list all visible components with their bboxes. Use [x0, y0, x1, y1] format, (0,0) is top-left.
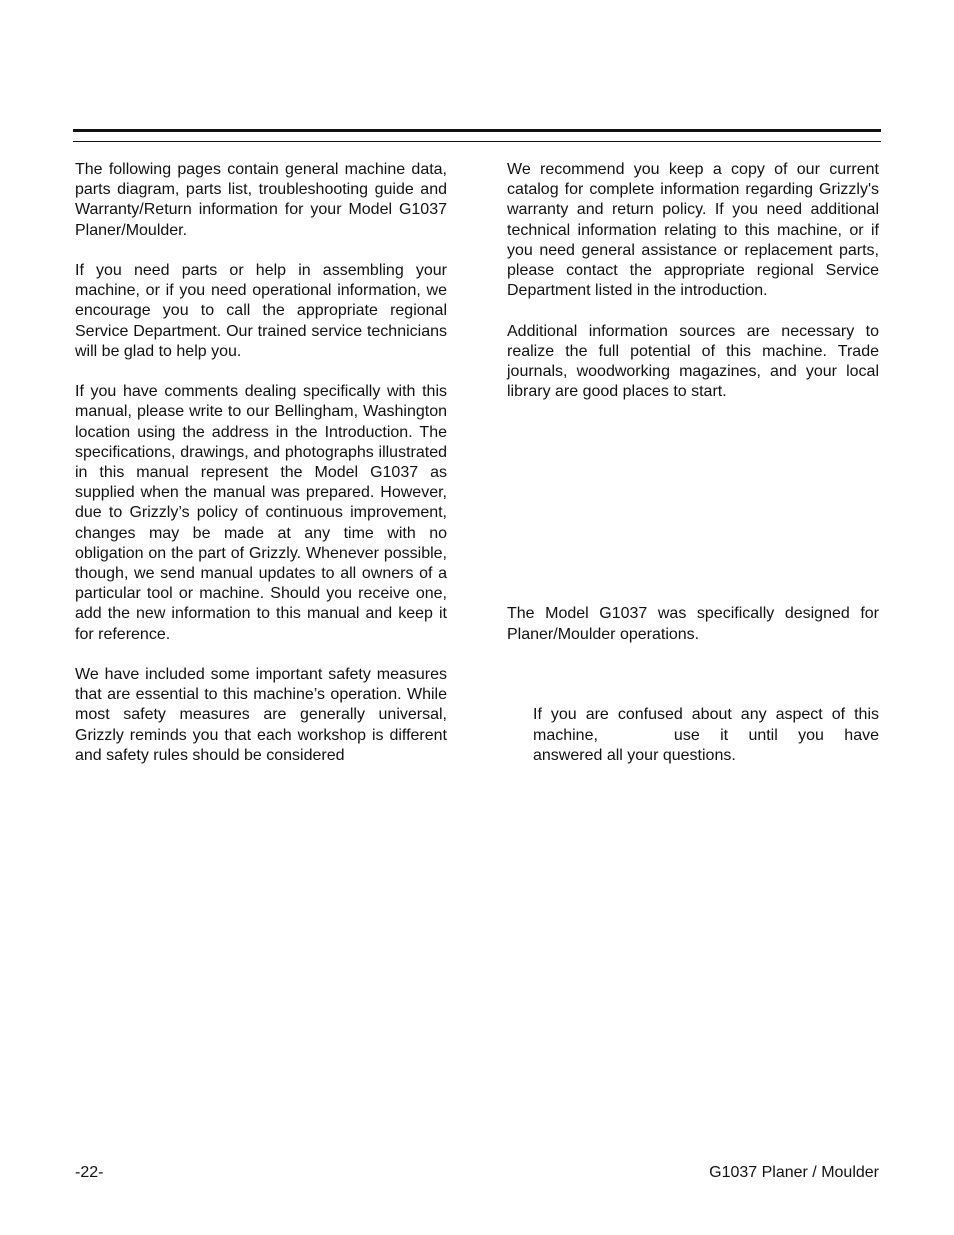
header-rule-thick [73, 129, 881, 132]
paragraph-manual-comments: If you have comments dealing specifically with this manual, please write to our Bellingham, Washington location using the address in the Introduction. The specifications, drawings, and photographs illustrated in this manual represent the Model G1037 as supplied when the manual was prepared. However, due to Grizzly’s policy of continuous improvement, changes may be made at any time with no obligation on the part of Grizzly. Whenever possible, though, we send manual updates to all owners of a particular tool or machine. Should you receive one, add the new information to this manual and keep it for reference. [75, 383, 447, 643]
header-rule-thin [73, 141, 881, 142]
left-column [75, 160, 447, 766]
paragraph-parts-help: If you need parts or help in assembling your machine, or if you need operational information, we encourage you to call the appropriate regional Service Department. Our trained service technicians will be glad to help you. [75, 262, 447, 360]
footer-manual-title: G1037 Planer / Moulder [709, 1164, 879, 1181]
paragraph-intro: The following pages contain general machine data, parts diagram, parts list, troubleshooting guide and Warranty/Return information for your Model G1037 Planer/Moulder. [75, 161, 447, 239]
confused-text-start: If you are confused about any aspect of this machine, [533, 706, 879, 744]
right-column [507, 160, 879, 766]
paragraph-designed-for: The Model G1037 was specifically designed for Planer/Moulder operations. [507, 605, 879, 643]
paragraph-confused [507, 705, 879, 766]
page-number: -22- [75, 1164, 104, 1181]
paragraph-info-sources: Additional information sources are necessary to realize the full potential of this machine. Trade journals, woodworking magazines, and your local library are good places to start. [507, 322, 879, 401]
paragraph-catalog: We recommend you keep a copy of our current catalog for complete information regarding Grizzly's warranty and return policy. If you need additional technical information relating to this machine, or if you need general assistance or replacement parts, please contact the appropriate regional Service Department listed in the introduction. [507, 161, 879, 300]
confused-text-end: use it until you have answered all your questions. [533, 726, 879, 764]
paragraph-safety-measures: We have included some important safety measures that are essential to this machine’s operation. While most safety measures are generally universal, Grizzly reminds you that each workshop is different and safety rules should be considered [75, 666, 447, 764]
